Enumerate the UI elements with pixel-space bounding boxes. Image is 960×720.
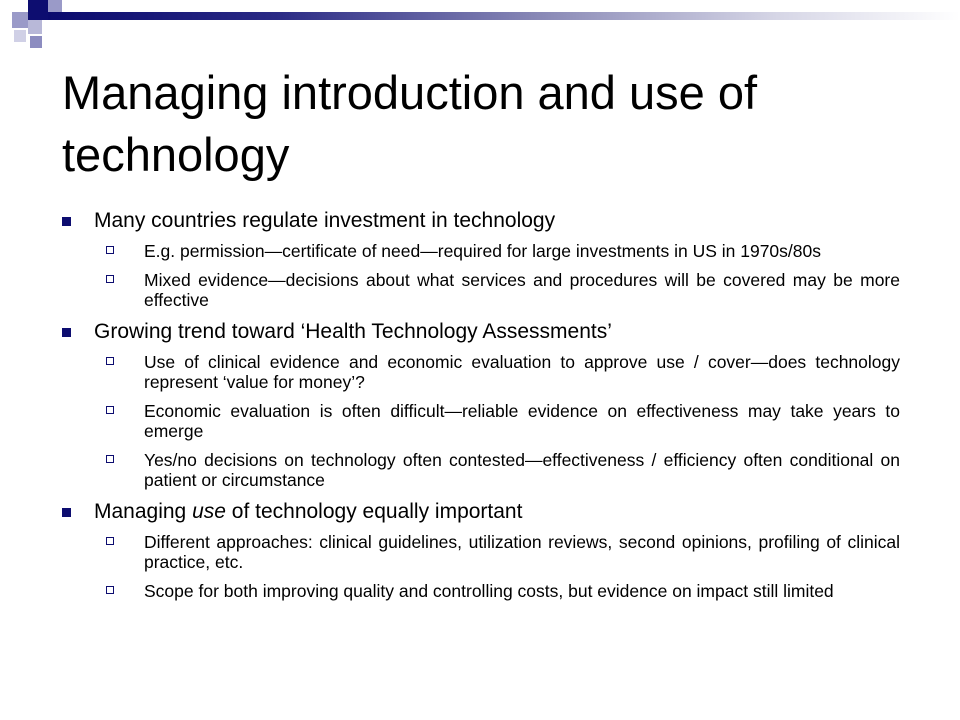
- hollow-square-bullet-icon: [106, 537, 114, 545]
- bullet-text: [94, 500, 522, 523]
- sub-bullet-item: [94, 581, 900, 601]
- bullet-text-emphasis: use: [192, 500, 226, 523]
- page-title: Managing introduction and use of technology: [62, 66, 758, 181]
- hollow-square-bullet-icon: [106, 275, 114, 283]
- corner-square-light: [12, 12, 28, 28]
- sub-bullet-item: [94, 270, 900, 310]
- sub-bullet-text: Different approaches: clinical guidelines, utilization reviews, second opinions, profiling of clinical practice, etc.: [144, 532, 900, 572]
- hollow-square-bullet-icon: [106, 586, 114, 594]
- sub-bullet-text: Scope for both improving quality and controlling costs, but evidence on impact still limited: [144, 581, 834, 601]
- corner-square-light: [48, 0, 62, 12]
- corner-square-light: [30, 36, 42, 48]
- bullet-text-pre: Managing: [94, 500, 193, 523]
- bullet-item: [62, 208, 900, 234]
- corner-square-dark: [28, 0, 48, 20]
- hollow-square-bullet-icon: [106, 246, 114, 254]
- sub-bullet-item: [94, 532, 900, 572]
- sub-bullet-item: [94, 450, 900, 490]
- sub-bullet-text: Mixed evidence—decisions about what services and procedures will be covered may be more effective: [144, 270, 900, 310]
- sub-bullet-item: [94, 401, 900, 441]
- sub-bullet-text: Economic evaluation is often difficult—reliable evidence on effectiveness may take years to emerge: [144, 401, 900, 441]
- bullet-text-post: of technology equally important: [225, 500, 523, 523]
- bullet-text: Growing trend toward ‘Health Technology Assessments’: [94, 320, 612, 343]
- square-bullet-icon: [62, 508, 71, 517]
- bullet-item: [62, 499, 900, 525]
- sub-bullet-text: Use of clinical evidence and economic evaluation to approve use / cover—does technology represent ‘value for money’?: [144, 352, 900, 392]
- corner-square-pale: [14, 30, 26, 42]
- corner-square-mid: [28, 20, 42, 34]
- sub-bullet-text: E.g. permission—certificate of need—required for large investments in US in 1970s/80s: [144, 241, 821, 261]
- square-bullet-icon: [62, 328, 71, 337]
- hollow-square-bullet-icon: [106, 357, 114, 365]
- hollow-square-bullet-icon: [106, 455, 114, 463]
- header-band: [48, 12, 960, 20]
- bullet-list: [62, 208, 900, 610]
- sub-bullet-text: Yes/no decisions on technology often contested—effectiveness / efficiency often conditional on patient or circumstance: [144, 450, 900, 490]
- sub-bullet-item: [94, 352, 900, 392]
- square-bullet-icon: [62, 217, 71, 226]
- bullet-item: [62, 319, 900, 345]
- sub-bullet-item: [94, 241, 900, 261]
- bullet-text: Many countries regulate investment in technology: [94, 209, 556, 232]
- hollow-square-bullet-icon: [106, 406, 114, 414]
